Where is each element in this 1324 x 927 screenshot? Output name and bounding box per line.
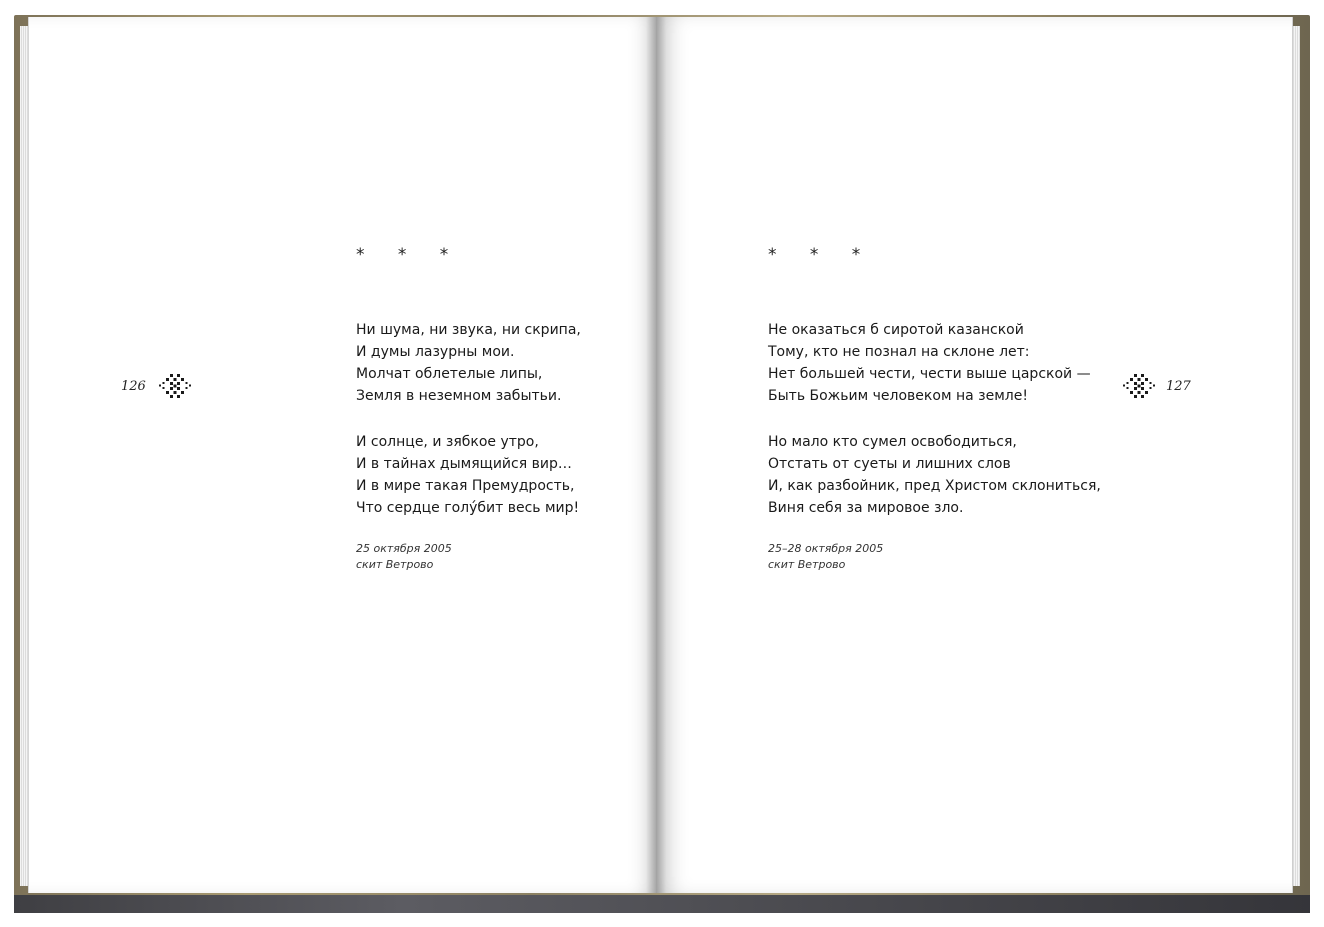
poem-place: скит Ветрово <box>768 558 846 571</box>
poem-line: Тому, кто не познал на склоне лет: <box>768 344 1030 360</box>
poem-line: Молчат облетелые липы, <box>356 366 543 382</box>
poem-line: Не оказаться б сиротой казанской <box>768 322 1024 338</box>
page-number-right: 127 <box>1166 379 1191 394</box>
poem-line: И думы лазурны мои. <box>356 344 515 360</box>
poem-date: 25 октября 2005 <box>356 542 452 555</box>
left-section-separator: * * * <box>356 245 463 265</box>
poem-line: Ни шума, ни звука, ни скрипа, <box>356 322 581 338</box>
poem-date: 25–28 октября 2005 <box>768 542 884 555</box>
book-gutter-shadow <box>646 17 666 893</box>
poem-line: Что сердце голу́бит весь мир! <box>356 500 580 516</box>
poem-line: Нет большей чести, чести выше царской — <box>768 366 1091 382</box>
folk-cross-ornament-icon <box>156 373 194 399</box>
poem-place: скит Ветрово <box>356 558 434 571</box>
poem-line: И солнце, и зябкое утро, <box>356 434 539 450</box>
folk-cross-ornament-icon <box>1120 373 1158 399</box>
poem-line: И, как разбойник, пред Христом склониться, <box>768 478 1101 494</box>
stanza-gap <box>356 407 581 431</box>
book-cover-bottom-edge <box>14 895 1310 913</box>
poem-line: И в тайнах дымящийся вир… <box>356 456 572 472</box>
poem-line: Но мало кто сумел освободиться, <box>768 434 1017 450</box>
stanza-gap <box>768 407 1101 431</box>
page-number-left: 126 <box>121 379 146 394</box>
left-poem-signature <box>356 541 452 573</box>
poem-line: Земля в неземном забытьи. <box>356 388 562 404</box>
right-poem <box>768 319 1101 519</box>
right-section-separator: * * * <box>768 245 875 265</box>
right-poem-signature <box>768 541 883 573</box>
poem-line: И в мире такая Премудрость, <box>356 478 575 494</box>
poem-line: Отстать от суеты и лишних слов <box>768 456 1011 472</box>
poem-line: Быть Божьим человеком на земле! <box>768 388 1028 404</box>
left-poem <box>356 319 581 519</box>
poem-line: Виня себя за мировое зло. <box>768 500 964 516</box>
